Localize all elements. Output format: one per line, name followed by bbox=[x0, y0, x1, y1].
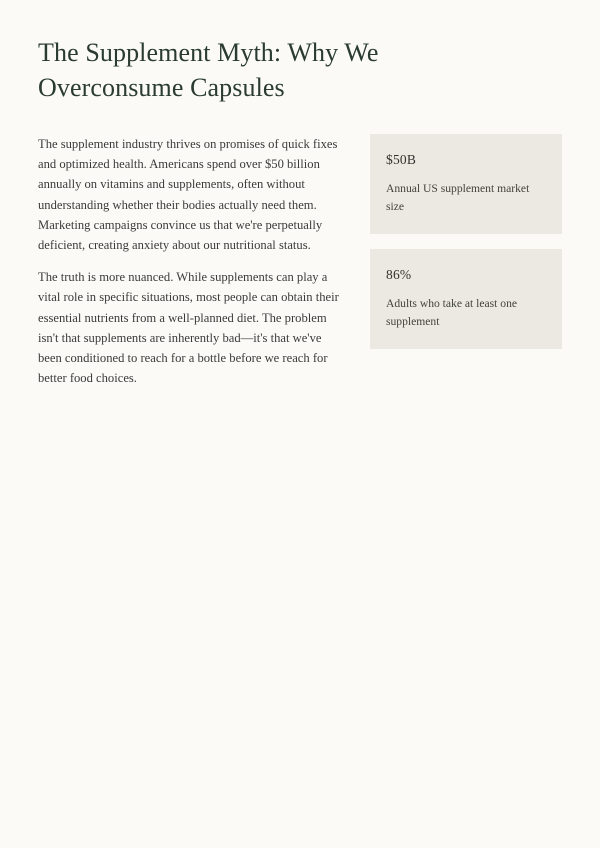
stats-sidebar bbox=[370, 134, 562, 349]
stat-card bbox=[370, 134, 562, 234]
article-body bbox=[38, 134, 344, 388]
stat-label: Adults who take at least one supplement bbox=[386, 297, 518, 328]
stat-value: 86% bbox=[386, 267, 412, 282]
stat-value: $50B bbox=[386, 152, 417, 167]
body-paragraph: The truth is more nuanced. While supplements can play a vital role in specific situations, most people can obtain their essential nutrients from a well-planned diet. The problem isn't that supplements are inherently bad—it's that we've been conditioned to reach for a bottle before we reach for better food choices. bbox=[38, 270, 339, 386]
stat-label: Annual US supplement market size bbox=[386, 182, 530, 213]
stat-card bbox=[370, 249, 562, 349]
page-title: The Supplement Myth: Why We Overconsume Capsules bbox=[38, 38, 379, 102]
body-paragraph: The supplement industry thrives on promises of quick fixes and optimized health. Americans spend over $50 billion annually on vitamins and supplements, often without understanding whether their bodies actually need them. Marketing campaigns convince us that we're perpetually deficient, creating anxiety about our nutritional status. bbox=[38, 137, 338, 253]
content-row bbox=[38, 134, 562, 388]
